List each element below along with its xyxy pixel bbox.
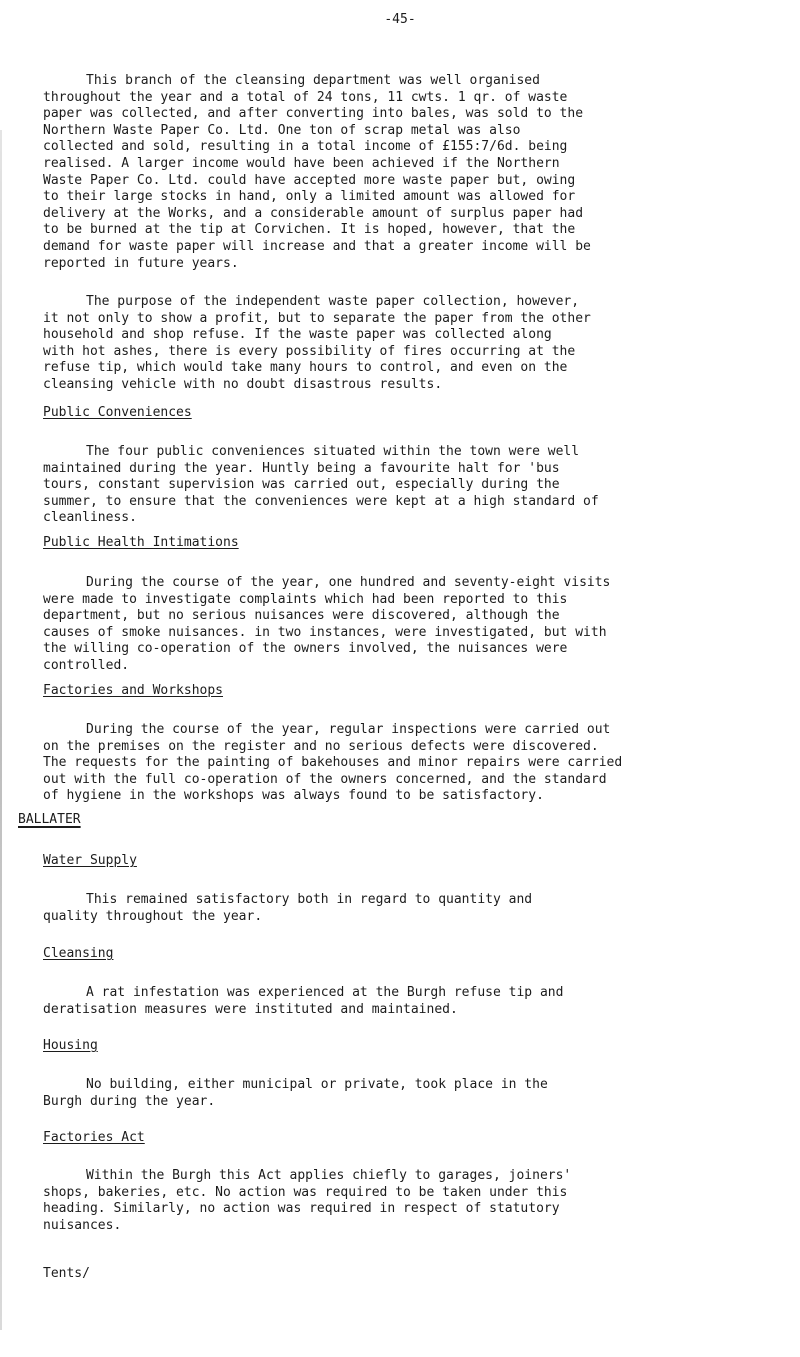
text-line: Northern Waste Paper Co. Ltd. One ton of scrap metal was also: [43, 122, 521, 138]
heading-ballater: BALLATER: [18, 812, 81, 827]
text-line: realised. A larger income would have been achieved if the Northern: [43, 155, 560, 171]
text-line: cleanliness.: [43, 510, 137, 526]
text-line: The requests for the painting of bakehouses and minor repairs were carried: [43, 755, 623, 771]
catchword: Tents/: [43, 1266, 90, 1281]
text-line: maintained during the year. Huntly being a favourite halt for 'bus: [43, 460, 560, 476]
heading-factories-act: Factories Act: [43, 1130, 145, 1145]
paragraph-factories-and-workshops: [43, 722, 778, 805]
text-line: quality throughout the year.: [43, 908, 263, 924]
paragraph-public-health-intimations: [43, 575, 778, 675]
text-line: nuisances.: [43, 1217, 122, 1233]
paragraph-public-conveniences: [43, 444, 778, 527]
heading-public-health-intimations: Public Health Intimations: [43, 535, 239, 550]
text-line: out with the full co-operation of the owners concerned, and the standard: [43, 771, 607, 787]
paragraph-purpose: [43, 294, 778, 394]
text-line: summer, to ensure that the conveniences were kept at a high standard of: [43, 493, 599, 509]
text-line: shops, bakeries, etc. No action was required to be taken under this: [43, 1184, 568, 1200]
text-line: deratisation measures were instituted and maintained.: [43, 1001, 458, 1017]
heading-cleansing: Cleansing: [43, 946, 114, 961]
text-line: with hot ashes, there is every possibility of fires occurring at the: [43, 343, 576, 359]
text-line: the willing co-operation of the owners involved, the nuisances were: [43, 641, 568, 657]
text-line: controlled.: [43, 657, 130, 673]
heading-public-conveniences: Public Conveniences: [43, 405, 192, 420]
heading-factories-and-workshops: Factories and Workshops: [43, 683, 224, 698]
text-line: The purpose of the independent waste paper collection, however,: [86, 294, 580, 309]
text-line: throughout the year and a total of 24 tons, 11 cwts. 1 qr. of waste: [43, 89, 568, 105]
paragraph-housing: [43, 1077, 778, 1110]
text-line: department, but no serious nuisances were discovered, although the: [43, 608, 560, 624]
text-line: delivery at the Works, and a considerable amount of surplus paper had: [43, 205, 584, 221]
text-line: causes of smoke nuisances. in two instances, were investigated, but with: [43, 624, 607, 640]
text-line: to be burned at the tip at Corvichen. It is hoped, however, that the: [43, 222, 576, 238]
text-line: reported in future years.: [43, 255, 239, 271]
text-line: This branch of the cleansing department was well organised: [86, 73, 540, 88]
text-line: collected and sold, resulting in a total income of £155:7/6d. being: [43, 139, 568, 155]
text-line: Within the Burgh this Act applies chiefly to garages, joiners': [86, 1168, 572, 1183]
paragraph-cleansing: [43, 985, 778, 1018]
heading-housing: Housing: [43, 1038, 98, 1053]
text-line: tours, constant supervision was carried out, especially during the: [43, 477, 560, 493]
paragraph-water-supply: [43, 892, 778, 925]
text-line: demand for waste paper will increase and that a greater income will be: [43, 238, 591, 254]
text-line: A rat infestation was experienced at the Burgh refuse tip and: [86, 985, 564, 1000]
paragraph-factories-act: [43, 1168, 778, 1234]
text-line: No building, either municipal or private, took place in the: [86, 1077, 548, 1092]
page-edge-shadow: [0, 130, 2, 1330]
text-line: heading. Similarly, no action was required in respect of statutory: [43, 1201, 560, 1217]
text-line: refuse tip, which would take many hours to control, and even on the: [43, 360, 568, 376]
text-line: paper was collected, and after converting into bales, was sold to the: [43, 106, 584, 122]
text-line: During the course of the year, one hundred and seventy-eight visits: [86, 575, 611, 590]
text-line: were made to investigate complaints which had been reported to this: [43, 591, 568, 607]
text-line: cleansing vehicle with no doubt disastrous results.: [43, 376, 443, 392]
text-line: to their large stocks in hand, only a limited amount was allowed for: [43, 189, 576, 205]
text-line: This remained satisfactory both in regard to quantity and: [86, 892, 533, 907]
text-line: During the course of the year, regular inspections were carried out: [86, 722, 611, 737]
text-line: Burgh during the year.: [43, 1093, 216, 1109]
page-number: -45-: [384, 12, 416, 27]
text-line: on the premises on the register and no serious defects were discovered.: [43, 738, 599, 754]
text-line: of hygiene in the workshops was always found to be satisfactory.: [43, 788, 544, 804]
heading-water-supply: Water Supply: [43, 853, 137, 868]
text-line: The four public conveniences situated within the town were well: [86, 444, 580, 459]
text-line: household and shop refuse. If the waste paper was collected along: [43, 327, 552, 343]
text-line: it not only to show a profit, but to separate the paper from the other: [43, 310, 591, 326]
text-line: Waste Paper Co. Ltd. could have accepted more waste paper but, owing: [43, 172, 576, 188]
paragraph-waste-paper: [43, 73, 778, 272]
